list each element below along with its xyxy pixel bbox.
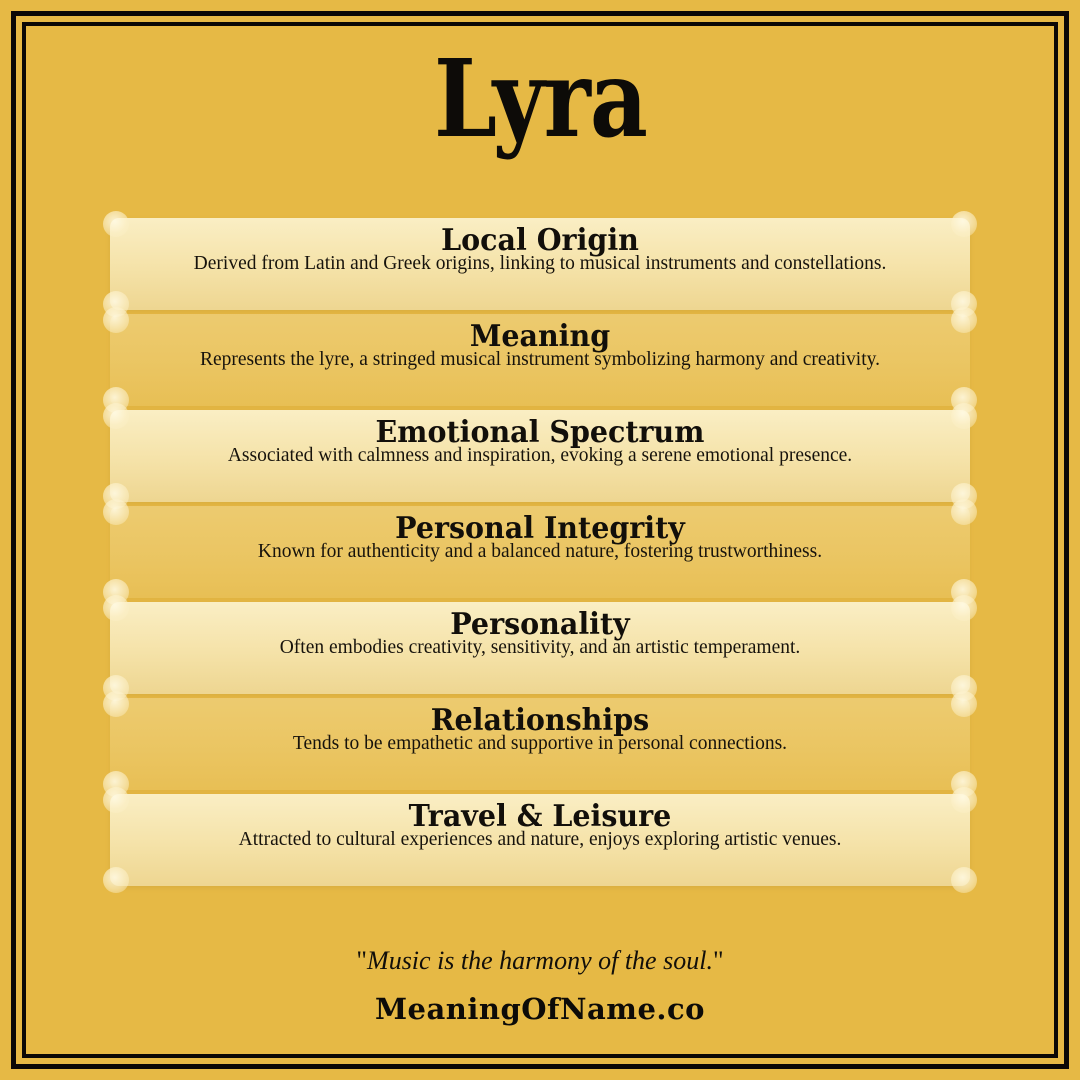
card-heading: Relationships bbox=[430, 703, 650, 739]
rivet-icon bbox=[103, 403, 129, 429]
card-body: Known for authenticity and a balanced nature, fostering trustworthiness. bbox=[257, 541, 823, 563]
card-body: Attracted to cultural experiences and nature, enjoys exploring artistic venues. bbox=[238, 829, 842, 851]
card-heading: Personal Integrity bbox=[395, 511, 685, 547]
rivet-icon bbox=[103, 867, 129, 893]
card-body: Often embodies creativity, sensitivity, and an artistic temperament. bbox=[279, 637, 801, 659]
rivet-icon bbox=[951, 595, 977, 621]
attribute-card bbox=[110, 506, 970, 598]
rivet-icon bbox=[103, 691, 129, 717]
card-heading: Meaning bbox=[469, 319, 611, 355]
poster-content bbox=[26, 26, 1054, 1054]
rivet-icon bbox=[951, 403, 977, 429]
card-body: Derived from Latin and Greek origins, linking to musical instruments and constellations. bbox=[193, 253, 887, 275]
attribute-card bbox=[110, 314, 970, 406]
rivet-icon bbox=[951, 307, 977, 333]
rivet-icon bbox=[103, 787, 129, 813]
quote-open-mark: " bbox=[356, 946, 368, 975]
attribute-card bbox=[110, 602, 970, 694]
card-heading: Local Origin bbox=[441, 223, 639, 259]
site-branding: MeaningOfName.co bbox=[374, 992, 706, 1026]
rivet-icon bbox=[951, 211, 977, 237]
card-body: Tends to be empathetic and supportive in personal connections. bbox=[292, 733, 788, 755]
quote-close-mark: " bbox=[712, 946, 724, 975]
quote-line bbox=[26, 946, 1054, 976]
rivet-icon bbox=[103, 595, 129, 621]
attribute-card bbox=[110, 218, 970, 310]
rivet-icon bbox=[951, 787, 977, 813]
card-heading: Personality bbox=[450, 607, 630, 643]
attribute-card bbox=[110, 410, 970, 502]
rivet-icon bbox=[103, 211, 129, 237]
quote-text: Music is the harmony of the soul. bbox=[367, 946, 713, 975]
attribute-card bbox=[110, 794, 970, 886]
attribute-card-list bbox=[110, 218, 970, 886]
attribute-card bbox=[110, 698, 970, 790]
rivet-icon bbox=[951, 499, 977, 525]
poster-footer bbox=[26, 946, 1054, 1054]
page-title: Lyra bbox=[433, 37, 647, 162]
card-body: Associated with calmness and inspiration, evoking a serene emotional presence. bbox=[227, 445, 853, 467]
rivet-icon bbox=[103, 307, 129, 333]
card-heading: Emotional Spectrum bbox=[375, 415, 705, 451]
rivet-icon bbox=[951, 691, 977, 717]
rivet-icon bbox=[951, 867, 977, 893]
rivet-icon bbox=[103, 499, 129, 525]
card-body: Represents the lyre, a stringed musical instrument symbolizing harmony and creativity. bbox=[200, 349, 880, 371]
card-heading: Travel & Leisure bbox=[408, 799, 672, 835]
